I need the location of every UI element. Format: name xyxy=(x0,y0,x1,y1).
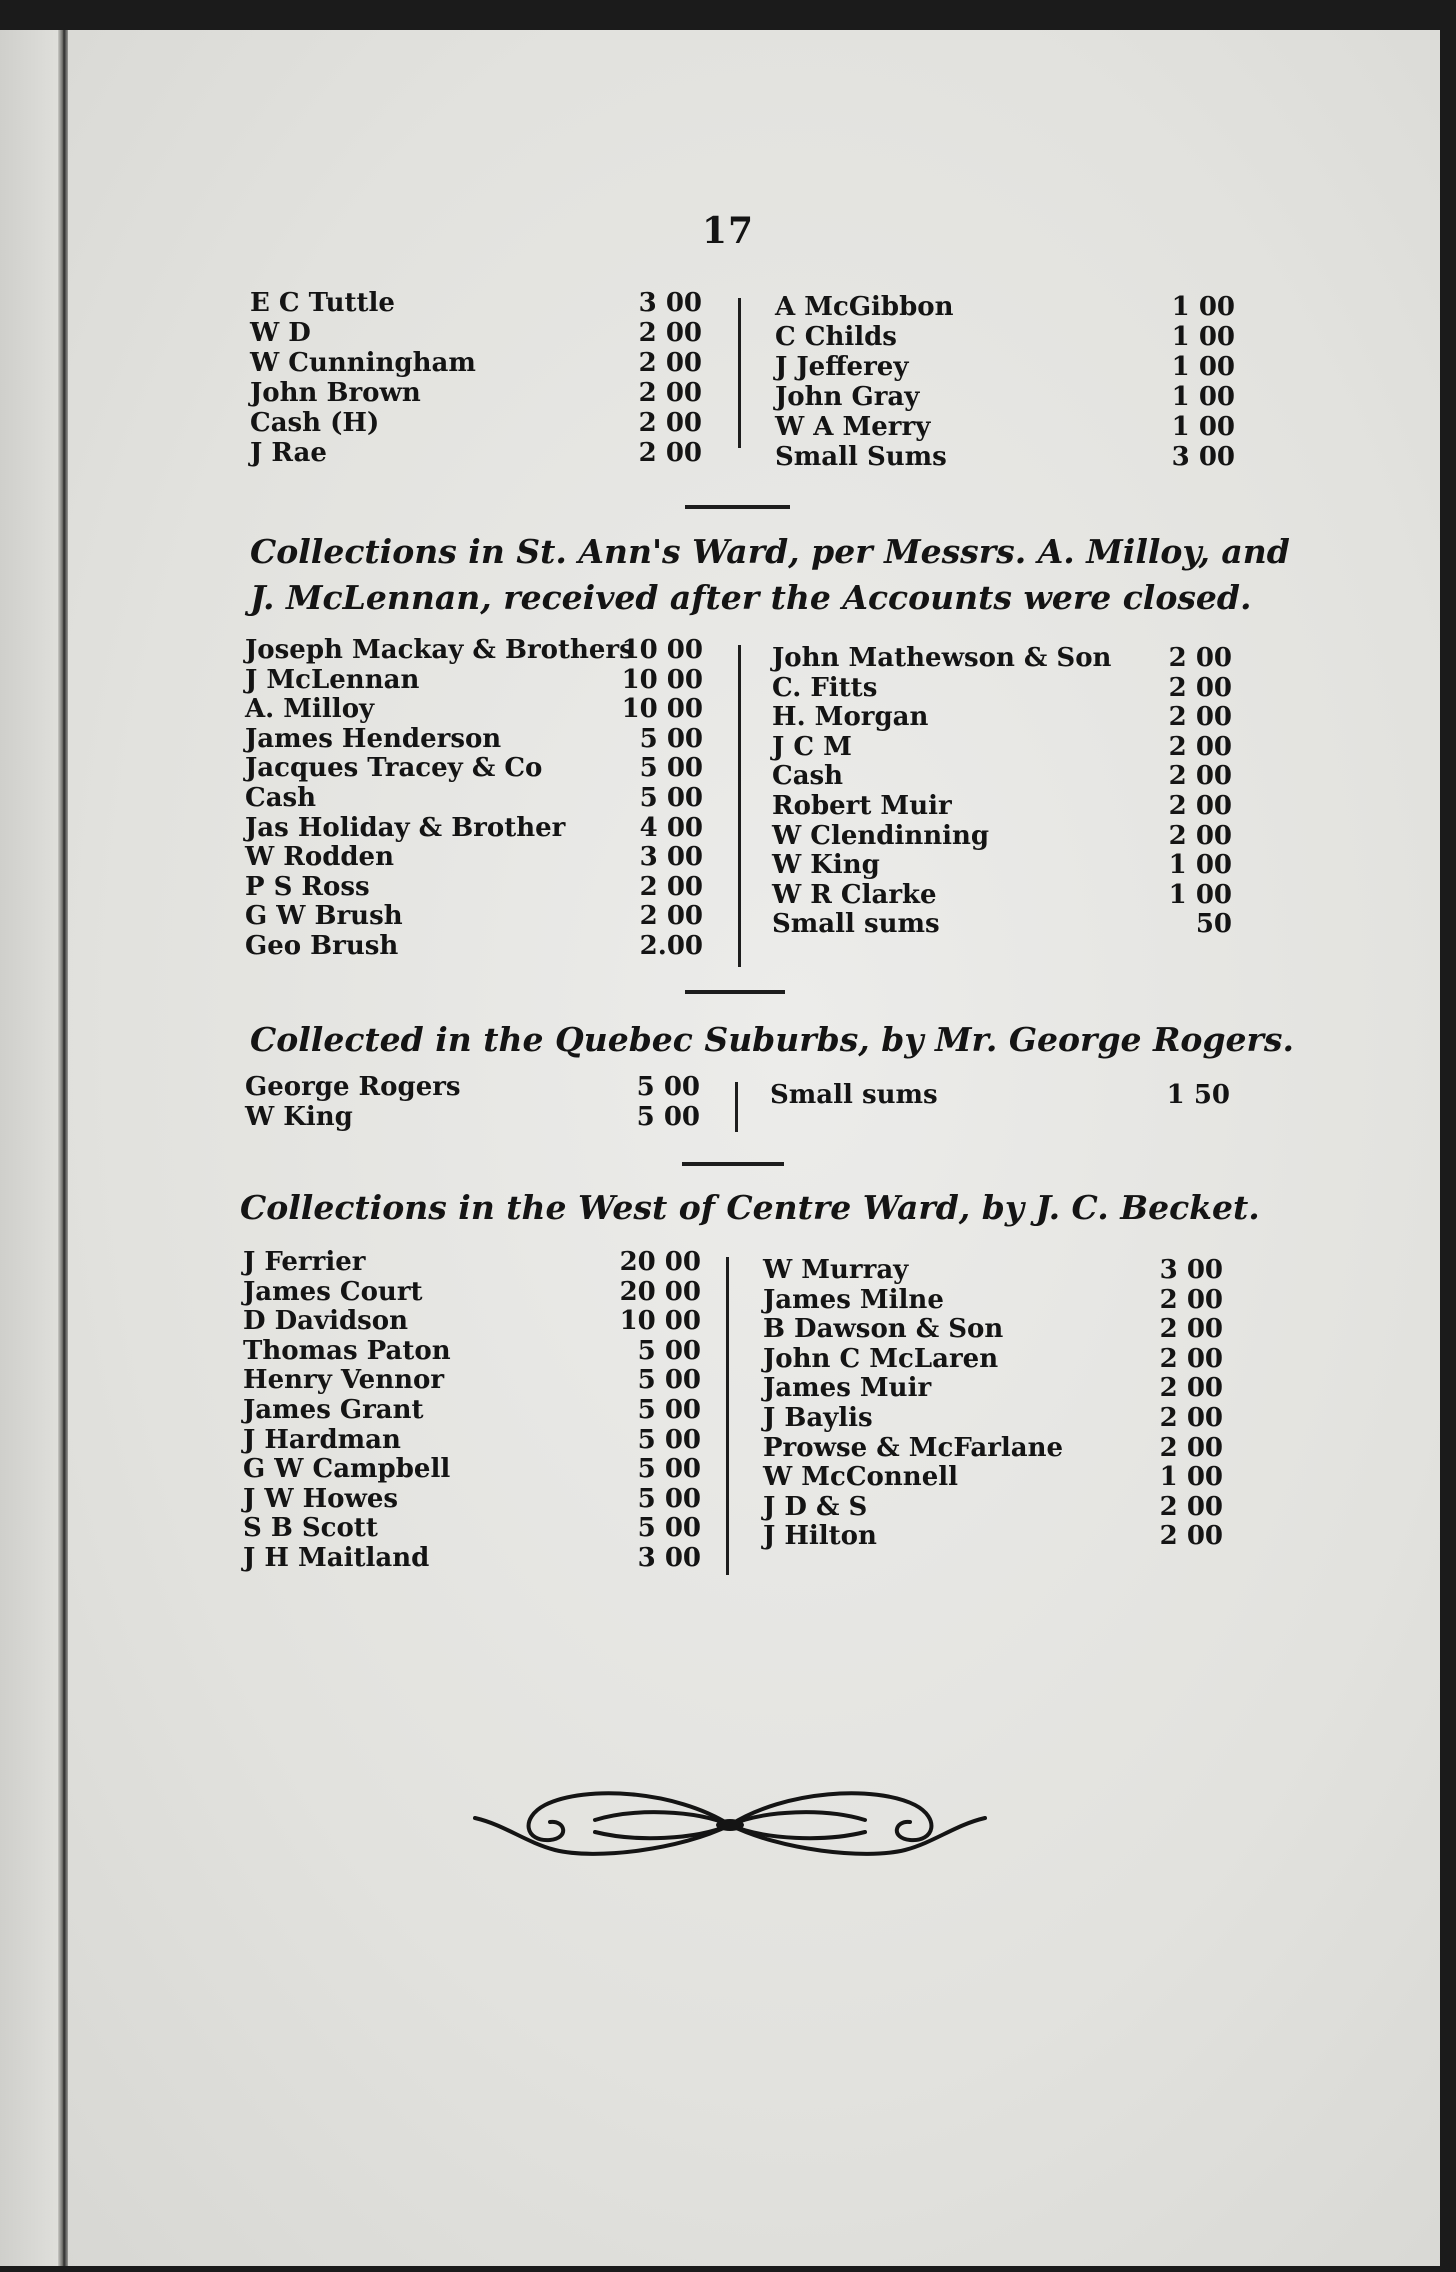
contribution-amount: 2 00 xyxy=(638,348,702,378)
ledger-row xyxy=(245,880,1235,910)
ledger-row xyxy=(250,292,1240,322)
ledger-row xyxy=(243,1314,1233,1344)
contributor-name: James Henderson xyxy=(245,723,502,754)
contributor-name: B Dawson & Son xyxy=(763,1314,1004,1345)
contribution-amount: 5 00 xyxy=(639,753,703,784)
contribution-amount: 1 00 xyxy=(1171,412,1235,442)
contributor-name: W King xyxy=(245,1102,353,1132)
contribution-amount: 1 00 xyxy=(1171,292,1235,322)
section-divider-rule xyxy=(685,505,790,509)
contribution-amount: 5 00 xyxy=(637,1365,701,1396)
contribution-amount: 1 00 xyxy=(1168,879,1232,910)
contributor-name: H. Morgan xyxy=(772,702,929,733)
contributor-name: W Cunningham xyxy=(250,348,476,378)
contribution-amount: 2 00 xyxy=(1159,1314,1223,1345)
ledger-row xyxy=(245,850,1235,880)
contributor-name: J D & S xyxy=(763,1491,868,1522)
ledger-row xyxy=(245,821,1235,851)
contribution-amount: 5 00 xyxy=(637,1513,701,1544)
contribution-amount: 3 00 xyxy=(1159,1255,1223,1285)
contributor-name: G W Campbell xyxy=(243,1454,451,1485)
ledger-row xyxy=(243,1492,1233,1522)
ledger-row xyxy=(245,791,1235,821)
ledger-row xyxy=(245,702,1235,732)
contributor-name: John C McLaren xyxy=(763,1343,999,1374)
contribution-amount: 5 00 xyxy=(637,1424,701,1455)
section-3-heading: Collected in the Quebec Suburbs, by Mr. George Rogers. xyxy=(250,1020,1294,1059)
contributor-name: John Brown xyxy=(250,378,421,408)
ledger-row xyxy=(245,761,1235,791)
contributor-name: John Mathewson & Son xyxy=(772,643,1112,673)
contributor-name: Henry Vennor xyxy=(243,1365,445,1396)
contribution-amount: 5 00 xyxy=(636,1102,700,1132)
contributor-name: James Court xyxy=(243,1276,423,1307)
contribution-amount: 1 50 xyxy=(1166,1080,1230,1110)
contribution-amount: 10 00 xyxy=(621,635,703,665)
contributor-name: Cash xyxy=(245,783,317,813)
section-2-heading-line-2: J. McLennan, received after the Accounts were closed. xyxy=(250,578,1252,617)
contribution-amount: 5 00 xyxy=(637,1335,701,1366)
contributor-name: W A Merry xyxy=(775,412,931,442)
ledger-row xyxy=(250,352,1240,382)
contributor-name: Geo Brush xyxy=(245,931,399,961)
contribution-amount: 2 00 xyxy=(1168,643,1232,673)
contributor-name: Joseph Mackay & Brothers xyxy=(245,635,634,665)
contributor-name: James Muir xyxy=(763,1373,932,1404)
contributor-name: J Rae xyxy=(250,438,327,468)
contribution-amount: 2 00 xyxy=(1159,1284,1223,1315)
contributor-name: W Murray xyxy=(763,1255,909,1285)
ledger-row xyxy=(250,382,1240,412)
ledger-row xyxy=(250,442,1240,472)
ledger-row xyxy=(243,1433,1233,1463)
contributor-name: J H Maitland xyxy=(243,1543,430,1573)
contribution-amount: 1 00 xyxy=(1168,850,1232,881)
contribution-amount: 2 00 xyxy=(1159,1521,1223,1552)
contribution-amount: 3 00 xyxy=(637,1543,701,1573)
contributor-name: Small sums xyxy=(772,909,940,940)
ledger-row xyxy=(245,1080,1235,1110)
section-2-list xyxy=(245,635,1235,965)
section-3-list xyxy=(245,1072,1235,1142)
contributor-name: J Hilton xyxy=(763,1521,877,1552)
contributor-name: J McLennan xyxy=(245,664,420,695)
contributor-name: W Clendinning xyxy=(772,820,990,851)
contribution-amount: 2 00 xyxy=(638,408,702,438)
section-4-list xyxy=(243,1247,1233,1587)
contributor-name: W Rodden xyxy=(245,842,395,873)
contribution-amount: 2 00 xyxy=(1159,1491,1223,1522)
contributor-name: Cash (H) xyxy=(250,408,380,438)
page-number: 17 xyxy=(701,210,755,252)
binding-spine xyxy=(58,30,68,2266)
contributor-name: J W Howes xyxy=(243,1483,399,1514)
contribution-amount: 2.00 xyxy=(639,931,703,961)
contributor-name: A McGibbon xyxy=(775,292,954,322)
contribution-amount: 2 00 xyxy=(1168,820,1232,851)
contributor-name: W King xyxy=(772,850,880,881)
contributor-name: James Grant xyxy=(243,1395,424,1425)
ledger-row xyxy=(243,1403,1233,1433)
ledger-row xyxy=(243,1462,1233,1492)
contributor-name: Jacques Tracey & Co xyxy=(245,753,543,784)
ledger-row xyxy=(250,412,1240,442)
contribution-amount: 10 00 xyxy=(621,664,703,695)
ledger-row xyxy=(243,1285,1233,1315)
contribution-amount: 2 00 xyxy=(639,871,703,902)
section-divider-rule xyxy=(685,990,785,994)
contributor-name: W McConnell xyxy=(763,1462,958,1493)
section-2-heading-line-1: Collections in St. Ann's Ward, per Messrs. A. Milloy, and xyxy=(250,532,1290,571)
contribution-amount: 1 00 xyxy=(1171,322,1235,352)
contribution-amount: 50 xyxy=(1195,909,1232,940)
contribution-amount: 2 00 xyxy=(1159,1373,1223,1404)
ledger-row xyxy=(243,1344,1233,1374)
contributor-name: E C Tuttle xyxy=(250,288,395,318)
contributor-name: S B Scott xyxy=(243,1513,378,1544)
contributor-name: Cash xyxy=(772,761,844,792)
ledger-row xyxy=(245,909,1235,939)
ledger-row xyxy=(250,322,1240,352)
section-divider-rule xyxy=(682,1162,784,1166)
contribution-amount: 1 00 xyxy=(1171,352,1235,382)
contributor-name: Prowse & McFarlane xyxy=(763,1432,1064,1463)
contribution-amount: 20 00 xyxy=(619,1276,701,1307)
ledger-row xyxy=(245,732,1235,762)
contributor-name: P S Ross xyxy=(245,871,370,902)
contribution-amount: 2 00 xyxy=(1168,791,1232,821)
ornamental-flourish xyxy=(465,1770,995,1880)
contributor-name: Jas Holiday & Brother xyxy=(245,812,566,843)
contributor-name: D Davidson xyxy=(243,1306,409,1337)
contributor-name: Thomas Paton xyxy=(243,1335,451,1366)
ledger-row xyxy=(243,1373,1233,1403)
contributor-name: C Childs xyxy=(775,322,897,352)
contributor-name: C. Fitts xyxy=(772,672,878,703)
ledger-row xyxy=(243,1521,1233,1551)
contributor-name: Small sums xyxy=(770,1080,938,1110)
contribution-amount: 2 00 xyxy=(1159,1403,1223,1433)
contribution-amount: 5 00 xyxy=(637,1483,701,1514)
section-4-heading: Collections in the West of Centre Ward, by J. C. Becket. xyxy=(240,1188,1260,1227)
contribution-amount: 10 00 xyxy=(621,694,703,725)
contribution-amount: 3 00 xyxy=(1171,442,1235,472)
contributor-name: J Ferrier xyxy=(243,1247,366,1277)
contribution-amount: 3 00 xyxy=(639,842,703,873)
contribution-amount: 2 00 xyxy=(639,901,703,932)
page-gutter xyxy=(0,30,62,2266)
ledger-row xyxy=(245,643,1235,673)
contribution-amount: 5 00 xyxy=(636,1072,700,1102)
contributor-name: John Gray xyxy=(775,382,920,412)
ledger-row xyxy=(243,1255,1233,1285)
contribution-amount: 2 00 xyxy=(1168,761,1232,792)
contribution-amount: 1 00 xyxy=(1171,382,1235,412)
contribution-amount: 2 00 xyxy=(1159,1343,1223,1374)
ledger-row xyxy=(245,673,1235,703)
contribution-amount: 5 00 xyxy=(637,1395,701,1425)
contributor-name: J Baylis xyxy=(763,1403,873,1433)
contribution-amount: 2 00 xyxy=(638,438,702,468)
contribution-amount: 2 00 xyxy=(1168,672,1232,703)
contributor-name: J C M xyxy=(772,731,852,762)
contributor-name: G W Brush xyxy=(245,901,403,932)
contribution-amount: 5 00 xyxy=(639,723,703,754)
contributor-name: Robert Muir xyxy=(772,791,952,821)
contribution-amount: 2 00 xyxy=(1159,1432,1223,1463)
contribution-amount: 2 00 xyxy=(638,378,702,408)
contributor-name: George Rogers xyxy=(245,1072,461,1102)
contribution-amount: 4 00 xyxy=(639,812,703,843)
contribution-amount: 3 00 xyxy=(638,288,702,318)
contributor-name: James Milne xyxy=(763,1284,944,1315)
contributor-name: Small Sums xyxy=(775,442,947,472)
contributor-name: J Jefferey xyxy=(775,352,909,382)
contribution-amount: 5 00 xyxy=(639,783,703,813)
section-1-list xyxy=(250,288,1240,478)
contribution-amount: 2 00 xyxy=(1168,702,1232,733)
contribution-amount: 10 00 xyxy=(619,1306,701,1337)
contribution-amount: 2 00 xyxy=(638,318,702,348)
contribution-amount: 5 00 xyxy=(637,1454,701,1485)
contributor-name: J Hardman xyxy=(243,1424,401,1455)
contributor-name: W D xyxy=(250,318,311,348)
contribution-amount: 20 00 xyxy=(619,1247,701,1277)
contribution-amount: 1 00 xyxy=(1159,1462,1223,1493)
contributor-name: W R Clarke xyxy=(772,879,937,910)
contributor-name: A. Milloy xyxy=(245,694,375,725)
contribution-amount: 2 00 xyxy=(1168,731,1232,762)
